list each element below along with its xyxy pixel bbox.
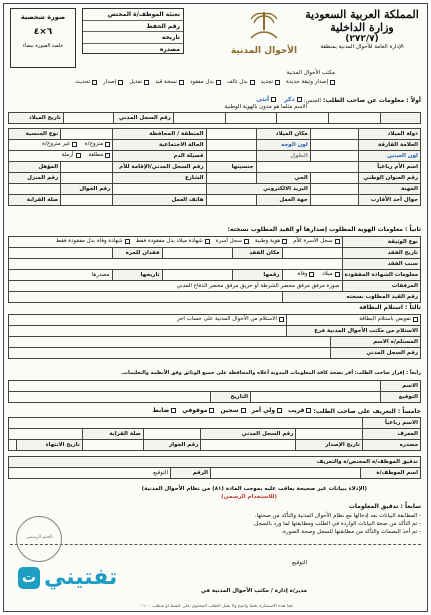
blood-type-label: فصيلة الدم: [113, 151, 206, 162]
doc-type-option-4[interactable]: شهادة وفاة بدل مفقودة فقط: [56, 238, 130, 244]
office-use-box: [82, 8, 184, 54]
national-address-label: رقم العنوان الوطني: [358, 173, 420, 184]
request-option-4[interactable]: نسخة قيد: [155, 79, 184, 85]
divorced-checkbox: مطلقة: [88, 152, 110, 158]
married-checkbox: متزوج/ة: [85, 141, 111, 147]
doc-type-label: نوع الوثيقة: [342, 237, 420, 248]
work-phone-label: هاتف العمل: [113, 195, 206, 206]
death-checkbox: وفاة: [298, 271, 315, 277]
name-note: الاسم مثلما هو مدون بالهوية الوطنية: [224, 104, 307, 110]
recipient-id-label: رقم السجل المدني: [331, 348, 421, 359]
declarant-signature-label: التوقيع: [381, 392, 421, 403]
gender-label: الجنس:: [303, 98, 321, 104]
loss-count-label: فقدان للمرة: [112, 248, 162, 259]
birth-country-label: دولة الميلاد: [358, 129, 420, 140]
loss-date-label: تاريخ الفقد: [342, 248, 420, 259]
section1-title-text: أولاً : معلومات عن صاحب الطلب:: [323, 97, 421, 104]
section7-title: سابعاً : تدقيق المعلومات: [348, 503, 421, 510]
eye-color-label: لون العينين: [358, 151, 420, 162]
doc-type-option-2[interactable]: سجل أسرة: [216, 238, 249, 244]
request-option-1[interactable]: تجديد: [261, 79, 280, 85]
copy-record-label: رقم القيد المطلوب نسخته: [282, 292, 420, 303]
watermark: [18, 565, 117, 590]
office-manager-label: مدير/ة إدارة / مكتب الأحوال المدنية في: [200, 588, 307, 594]
gender-female-checkbox[interactable]: أنثى: [256, 96, 276, 103]
employee-check-table: [8, 456, 421, 479]
face-color-label: لون الوجه: [256, 140, 310, 151]
loss-reason-label: سبب الفقد: [342, 259, 420, 270]
widowed-checkbox: أرملة: [62, 152, 81, 158]
email-label: البريد الالكتروني: [206, 184, 310, 195]
relation-option-0[interactable]: قريب: [288, 407, 311, 414]
distinctive-mark-label: العلامة الفارقة: [358, 140, 420, 151]
mother-nationality-label: جنسيتها: [206, 162, 256, 173]
divider: [10, 544, 421, 545]
kingdom-title: المملكة العربية السعودية: [305, 8, 419, 21]
loss-place-label: مكان الفقد: [232, 248, 282, 259]
lost-doc-date-label: تاريخها: [112, 270, 162, 281]
form-page: [3, 3, 428, 612]
attachments-label: المرفقات: [342, 281, 420, 292]
nationality-type-label: نوع الجنسية: [9, 129, 61, 140]
section4-title: رابعاً : إقرار صاحب الطلب: أقر بصحة كافة المعلومات المدونة أعلاه والمحافظة على جميع الوثائق وفق الأنظمة والتعليمات.: [121, 370, 421, 376]
relation-option-3[interactable]: موقوفي: [182, 407, 214, 414]
employer-label: جهة العمل: [256, 195, 310, 206]
office-employee-label: تعبئة الموظف/ة المختص: [83, 9, 183, 21]
request-option-0[interactable]: إصدار وثيقة جديدة: [286, 79, 335, 85]
request-type: [10, 70, 335, 96]
profession-label: المهنة: [358, 184, 420, 195]
identifier-expiry-label: تاريخ الانتهاء: [17, 440, 82, 451]
doc-type-options[interactable]: [9, 237, 343, 248]
declarant-name-label: الاسم: [381, 381, 421, 392]
section6-title: تدقيق الموظف/ة المختص/ة والتعريف: [9, 457, 421, 468]
authorization-checkbox: تفويض باستلام البطاقة: [359, 316, 418, 322]
birth-date-label: تاريخ الميلاد: [9, 113, 64, 124]
verify-line-1: - المطابقة البيانات بعد إدخالها مع نظام الأحوال المدنية والتأكد من صحتها.: [254, 513, 421, 519]
section2-title: ثانياً : معلومات الهوية المطلوب إصدارها أو القيد المطلوب نسخته:: [227, 226, 421, 233]
identifier-passport-label: رقم الجواز: [143, 440, 201, 451]
civil-affairs-logo: [229, 8, 299, 68]
request-option-7[interactable]: تحديث: [75, 79, 97, 85]
house-number-label: رقم المنزل: [9, 173, 61, 184]
logo-text: الأحوال المدنية: [230, 46, 298, 56]
verify-line-3: - تم أخذ البصمات والتأكد من مطابقتها للسجل وصحة الصورة.: [281, 529, 421, 535]
employee-number-label: الرقم: [171, 468, 211, 479]
relation-option-4[interactable]: ضابط: [153, 407, 177, 414]
identifier-relation-label: صلة القرابة: [82, 429, 143, 440]
mobile-label: رقم الجوال: [61, 184, 113, 195]
identifier-label: المعرف: [363, 429, 421, 440]
birth-place-label: مكان الميلاد: [256, 129, 310, 140]
applicant-info-table: [8, 128, 421, 206]
palm-swords-icon: [245, 8, 283, 42]
request-office: مكتب الأحوال المدنية: [286, 70, 335, 76]
qualification-label: المؤهل: [9, 162, 61, 173]
identifier-issue-label: تاريخ الإصدار: [296, 440, 363, 451]
relation-options: [147, 408, 312, 415]
request-options: [5, 79, 335, 85]
request-option-6[interactable]: إصدار: [103, 79, 123, 85]
identifier-source-label: مصدره: [363, 440, 421, 451]
ministry-block: [303, 8, 421, 50]
district-label: الحي: [256, 173, 310, 184]
relation-option-1[interactable]: ولي أمر: [252, 407, 283, 414]
gender-male-checkbox[interactable]: ذكر: [284, 96, 301, 103]
region-label: المنطقة / المحافظة: [113, 129, 206, 140]
footer-note: تعبأ هذه الاستمارة بخط واضح ولا يقبل الطلب المحتوي على كشط أو شطب - ٠٠١٠: [138, 604, 293, 609]
lost-doc-source-label: مصدرها: [91, 272, 110, 278]
birth-checkbox: ميلاد: [322, 271, 339, 277]
verify-line-2: - تم التأكد من صحة البيانات الواردة في الطلب ومطابقتها لما ورد بالسجل.: [252, 521, 421, 527]
relative-mobile-label: جوال أحد الأقارب: [358, 195, 420, 206]
kinship-label: صلة القرابة: [9, 195, 61, 206]
document-info-table: [8, 236, 421, 303]
office-date[interactable]: تاريخه: [83, 32, 183, 44]
doc-type-option-0[interactable]: سجل الأسرة للأم: [293, 238, 339, 244]
department-title: الإدارة العامة للأحوال المدنية بمنطقة: [320, 44, 404, 50]
section1-title: [250, 96, 421, 104]
photo-note: خلفية الصورة بيضاء: [22, 43, 64, 49]
watermark-text: تفتيني: [44, 565, 118, 590]
verify-signature-label: التوقيع: [292, 560, 307, 566]
identifier-table: [8, 417, 421, 451]
doc-type-option-3[interactable]: شهادة ميلاد بدل مفقودة فقط: [136, 238, 210, 244]
declaration-table: [8, 380, 421, 403]
marital-status-label: الحالة الاجتماعية: [113, 140, 206, 151]
identifier-name-label: الاسم رباعياً: [363, 418, 421, 429]
section5-title: خامساً : التعريف على صاحب الطلب: قريب ولي أمر سجين موقوفي ضابط: [147, 407, 421, 415]
office-source[interactable]: مصدره: [159, 45, 180, 53]
request-option-5[interactable]: تعديل: [129, 79, 149, 85]
declarant-date-label: التاريخ: [211, 392, 251, 403]
other-account-checkbox: الاستلام من الأحوال المدنية على حساب اخر: [177, 316, 284, 322]
mother-id-label: رقم السجل المدني/الإقامة للأم: [113, 162, 206, 173]
legal-warning: (الإدلاء ببيانات غير صحيحة يعاقب عليه بموجب المادة (٨١) من نظام الأحوال المدنية): [141, 486, 367, 492]
ministry-title: وزارة الداخلية: [330, 21, 394, 34]
employee-signature-label: التوقيع: [153, 470, 168, 476]
watermark-icon: ت: [18, 567, 40, 589]
lost-doc-number-label: رقمها: [232, 270, 282, 281]
doc-type-option-1[interactable]: هوية وطنية: [255, 238, 287, 244]
official-stamp: الختم الرسمي: [16, 516, 62, 562]
photo-box[interactable]: [10, 8, 76, 68]
recipient-name-label: المستلم/ة الاسم: [331, 337, 421, 348]
street-label: الشارع: [113, 173, 206, 184]
official-use-note: (للاستخدام الرسمي): [221, 494, 277, 500]
card-receipt-table: [8, 314, 421, 359]
identifier-id-label: رقم السجل المدني: [201, 429, 296, 440]
height-label: الطول: [256, 151, 310, 162]
office-save-number[interactable]: رقم الحفظ: [83, 21, 183, 33]
lost-doc-info-label: معلومات الشهادة المفقودة: [342, 270, 420, 281]
section3-title: ثالثاً : استلام البطاقة: [359, 304, 421, 311]
employee-name-label: اسم الموظف/ة: [361, 468, 421, 479]
photo-size: ٦×٤: [33, 27, 53, 37]
civil-record-label: رقم السجل المدني: [113, 113, 173, 124]
photo-title: صورة شخصية: [20, 13, 66, 21]
request-option-2[interactable]: بدل تالف: [227, 79, 255, 85]
relation-option-2[interactable]: سجين: [220, 407, 245, 414]
unmarried-checkbox: غير متزوج/ة: [42, 141, 77, 147]
receipt-office-label: الاستلام من مكتب الأحوال المدنية فرع: [286, 326, 420, 337]
attachments-value[interactable]: صورة مرفق مرفق محضر الشرطة أو حريق مرفق محضر الدفاع المدني: [9, 281, 343, 292]
form-header: [10, 8, 421, 70]
request-option-3[interactable]: بدل مفقود: [190, 79, 221, 85]
form-number: (٢٧٢/٧): [345, 34, 379, 44]
applicant-name-table: [8, 112, 421, 124]
mother-name-label: اسم الأم رباعياً: [358, 162, 420, 173]
